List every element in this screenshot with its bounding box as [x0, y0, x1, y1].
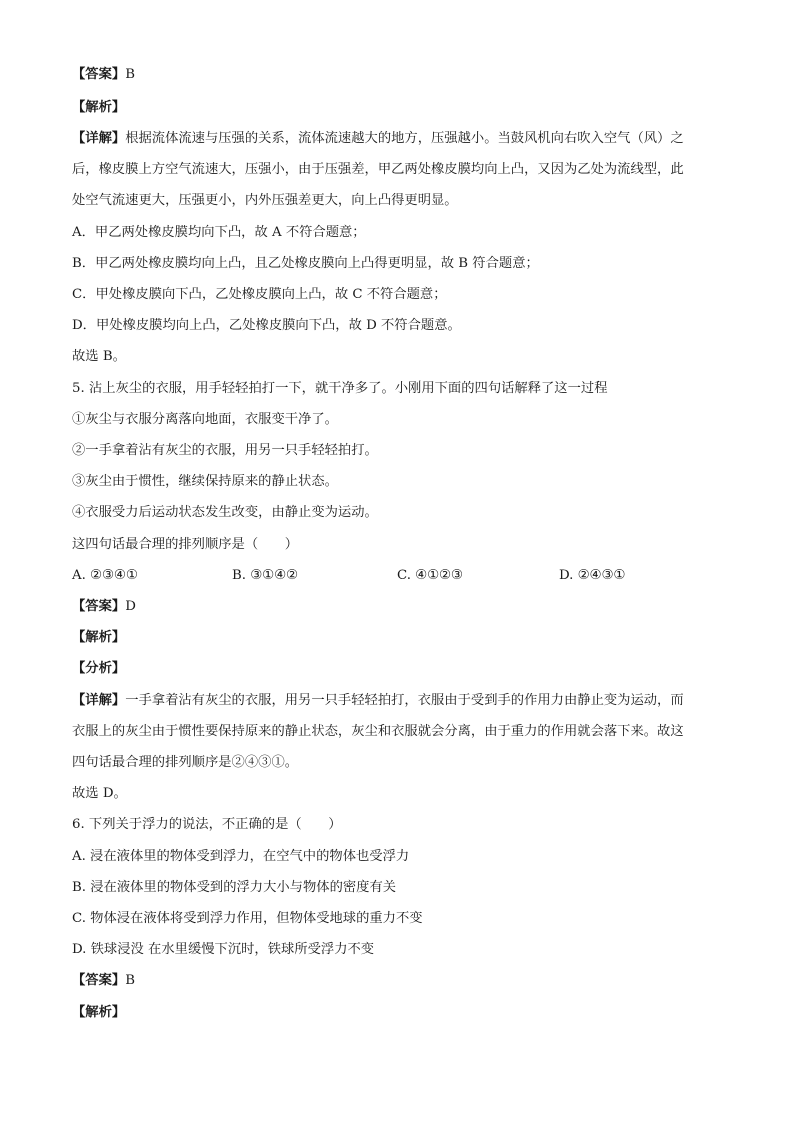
- analysis-heading: [72, 1003, 722, 1023]
- option-b: B. 浸在液体里的物体受到的浮力大小与物体的密度有关: [72, 880, 397, 895]
- detail-text: 根据流体流速与压强的关系，流体流速越大的地方，压强越小。当鼓风机向右吹入空气（风）之: [125, 131, 684, 146]
- fenxi-label: 【分析】: [72, 661, 126, 676]
- statement-1: ①灰尘与衣服分离落向地面，衣服变干净了。: [72, 412, 338, 427]
- question-stem: 5. 沾上灰尘的衣服，用手轻轻拍打一下，就干净多了。小刚用下面的四句话解释了这一过程: [72, 381, 608, 396]
- answer-value: B: [125, 973, 135, 988]
- detail-line: 衣服上的灰尘由于惯性要保持原来的静止状态，灰尘和衣服就会分离，由于重力的作用就会落下来。故这: [72, 724, 684, 739]
- detail-line: 处空气流速更大，压强更小，内外压强差更大，向上凸得更明显。: [72, 193, 458, 208]
- fenxi-heading: [72, 659, 722, 679]
- statement-4: ④衣服受力后运动状态发生改变，由静止变为运动。: [72, 505, 378, 520]
- option-c: C. ④①②③: [397, 568, 463, 583]
- answer-label: 【答案】: [72, 599, 126, 614]
- detail-line: 四句话最合理的排列顺序是②④③①。: [72, 755, 299, 770]
- option-b: B. ③①④②: [232, 568, 298, 583]
- answer-label: 【答案】: [72, 973, 126, 988]
- option-a: A. 浸在液体里的物体受到浮力，在空气中的物体也受浮力: [72, 849, 410, 864]
- conclusion: 故选 D。: [72, 786, 127, 801]
- option-d: D．甲处橡皮膜均向上凸，乙处橡皮膜向下凸，故 D 不符合题意。: [72, 318, 461, 333]
- option-c: C．甲处橡皮膜向下凸，乙处橡皮膜向上凸，故 C 不符合题意；: [72, 287, 447, 302]
- detail-label: 【详解】: [72, 131, 126, 146]
- analysis-label: 【解析】: [72, 630, 126, 645]
- detail-label: 【详解】: [72, 693, 126, 708]
- detail-line: [72, 129, 722, 149]
- conclusion: 故选 B。: [72, 349, 126, 364]
- answer-line: [72, 597, 722, 617]
- statement-3: ③灰尘由于惯性，继续保持原来的静止状态。: [72, 474, 338, 489]
- statement-2: ②一手拿着沾有灰尘的衣服，用另一只手轻轻拍打。: [72, 443, 378, 458]
- option-c: C. 物体浸在液体将受到浮力作用，但物体受地球的重力不变: [72, 911, 423, 926]
- option-a: A．甲乙两处橡皮膜均向下凸，故 A 不符合题意；: [72, 225, 366, 240]
- answer-label: 【答案】: [72, 67, 126, 82]
- answer-value: D: [125, 599, 136, 614]
- question-stem: 6. 下列关于浮力的说法，不正确的是（ ）: [72, 817, 342, 832]
- answer-line: [72, 971, 722, 991]
- analysis-label: 【解析】: [72, 100, 126, 115]
- option-d: D. ②④③①: [559, 568, 626, 583]
- answer-value: B: [125, 67, 135, 82]
- question-prompt: 这四句话最合理的排列顺序是（ ）: [72, 537, 299, 552]
- detail-line: [72, 691, 722, 711]
- analysis-heading: [72, 98, 722, 118]
- detail-line: 后，橡皮膜上方空气流速大，压强小，由于压强差，甲乙两处橡皮膜均向上凸，又因为乙处为流线型，此: [72, 162, 684, 177]
- answer-line: [72, 65, 722, 85]
- option-d: D. 铁球浸没 在水里缓慢下沉时，铁球所受浮力不变: [72, 942, 375, 957]
- analysis-label: 【解析】: [72, 1005, 126, 1020]
- option-a: A. ②③④①: [72, 568, 138, 583]
- analysis-heading: [72, 628, 722, 648]
- detail-text: 一手拿着沾有灰尘的衣服，用另一只手轻轻拍打，衣服由于受到手的作用力由静止变为运动，而: [125, 693, 684, 708]
- option-b: B．甲乙两处橡皮膜均向上凸，且乙处橡皮膜向上凸得更明显，故 B 符合题意；: [72, 256, 539, 271]
